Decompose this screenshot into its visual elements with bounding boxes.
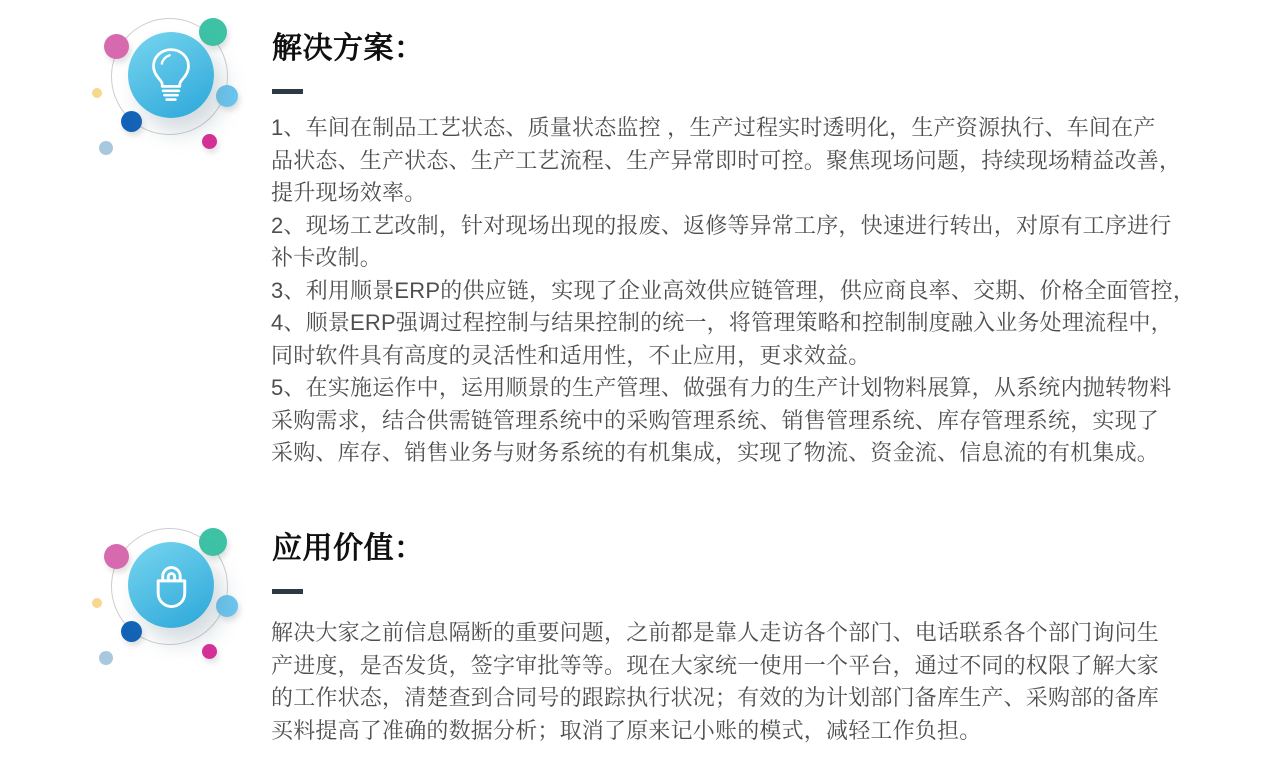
decor-dot-teal [199, 18, 227, 46]
section-title-solutions: 解决方案： [272, 32, 425, 65]
paragraph-line: 3、利用顺景ERP的供应链，实现了企业高效供应链管理，供应商良率、交期、价格全面管控， [271, 277, 1196, 303]
decor-dot-teal [199, 528, 227, 556]
paragraph-line: 1、车间在制品工艺状态、质量状态监控 ，生产过程实时透明化，生产资源执行、车间在产 [271, 115, 1156, 140]
decor-dot-darkblue [121, 111, 142, 132]
decor-dot-pink [104, 34, 129, 59]
solutions-badge [128, 32, 214, 118]
paragraph-line: 2、现场工艺改制，针对现场出现的报废、返修等异常工序，快速进行转出，对原有工序进行 [271, 212, 1172, 238]
lightbulb-icon [150, 47, 192, 103]
decor-dot-lightblue [216, 85, 238, 107]
paragraph-line: 补卡改制。 [271, 245, 383, 270]
paragraph-line: 5、在实施运作中，运用顺景的生产管理、做强有力的生产计划物料展算，从系统内抛转物料 [271, 375, 1172, 400]
paragraph-line: 产进度，是否发货，签字审批等等。现在大家统一使用一个平台，通过不同的权限了解大家 [271, 652, 1160, 678]
paragraph-line: 采购需求，结合供需链管理系统中的采购管理系统、销售管理系统、库存管理系统，实现了 [271, 407, 1160, 433]
value-paragraph [271, 617, 1221, 747]
decor-dot-grayblue [99, 141, 113, 155]
solutions-icon-cluster [85, 5, 255, 175]
decor-dot-yellow [92, 598, 102, 608]
section-title-value: 应用价值： [272, 532, 425, 565]
paragraph-line: 提升现场效率。 [271, 180, 427, 205]
heading-dash [272, 589, 303, 594]
lock-icon [149, 560, 193, 610]
decor-dot-darkblue [121, 621, 142, 642]
paragraph-line: 买料提高了准确的数据分析；取消了原来记小账的模式，减轻工作负担。 [271, 717, 982, 743]
decor-dot-yellow [92, 88, 102, 98]
decor-dot-lightblue [216, 595, 238, 617]
decor-dot-pink [104, 544, 129, 569]
paragraph-line: 4、顺景ERP强调过程控制与结果控制的统一，将管理策略和控制制度融入业务处理流程中， [271, 310, 1173, 335]
solutions-paragraph [271, 112, 1221, 470]
decor-dot-grayblue [99, 651, 113, 665]
paragraph-line: 解决大家之前信息隔断的重要问题，之前都是靠人走访各个部门、电话联系各个部门询问生 [271, 620, 1160, 645]
paragraph-line: 的工作状态，清楚查到合同号的跟踪执行状况；有效的为计划部门备库生产、采购部的备库 [271, 685, 1160, 710]
decor-dot-magenta [202, 644, 217, 659]
paragraph-line: 采购、库存、销售业务与财务系统的有机集成，实现了物流、资金流、信息流的有机集成。 [271, 440, 1160, 465]
heading-dash [272, 89, 303, 94]
paragraph-line: 同时软件具有高度的灵活性和适用性，不止应用，更求效益。 [271, 342, 871, 368]
paragraph-line: 品状态、生产状态、生产工艺流程、生产异常即时可控。聚焦现场问题，持续现场精益改善， [271, 147, 1182, 173]
value-icon-cluster [85, 515, 255, 685]
value-badge [128, 542, 214, 628]
decor-dot-magenta [202, 134, 217, 149]
